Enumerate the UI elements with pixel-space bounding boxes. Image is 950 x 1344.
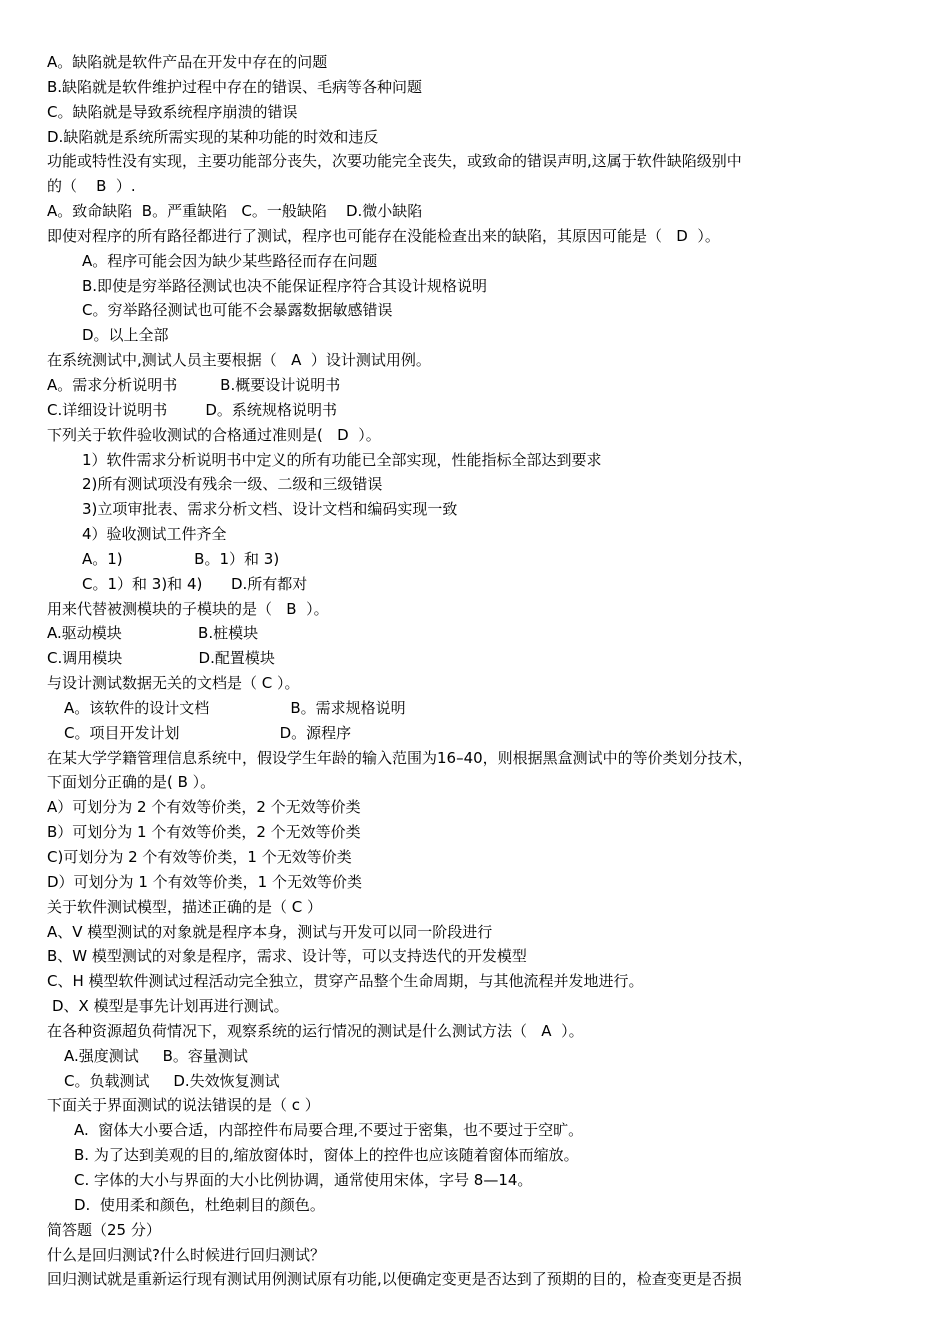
text-line: C。1）和 3)和 4) D.所有都对 xyxy=(82,574,308,593)
text-line: A。缺陷就是软件产品在开发中存在的问题 xyxy=(47,53,328,71)
text-line: C。缺陷就是导致系统程序崩溃的错误 xyxy=(47,102,298,121)
text-line: 2)所有测试项没有残余一级、二级和三级错误 xyxy=(82,475,383,494)
text-line: B.缺陷就是软件维护过程中存在的错误、毛病等各种问题 xyxy=(47,77,423,96)
text-line: A. 窗体大小要合适，内部控件布局要合理,不要过于密集，也不要过于空旷。 xyxy=(74,1121,584,1140)
text-line: C。穷举路径测试也可能不会暴露数据敏感错误 xyxy=(82,301,393,320)
text-line: A。程序可能会因为缺少某些路径而存在问题 xyxy=(82,251,378,270)
text-line: 的（ B ）. xyxy=(47,177,136,196)
text-line: 下列关于软件验收测试的合格通过准则是( D ）。 xyxy=(47,425,381,444)
text-line: A。该软件的设计文档 B。需求规格说明 xyxy=(64,698,406,717)
text-line: A。致命缺陷 B。严重缺陷 C。一般缺陷 D.微小缺陷 xyxy=(47,202,423,221)
text-line: B、W 模型测试的对象是程序，需求、设计等，可以支持迭代的开发模型 xyxy=(47,947,527,966)
text-line: 与设计测试数据无关的文档是（ C ）。 xyxy=(47,674,300,693)
text-line: C.调用模块 D.配置模块 xyxy=(47,649,275,668)
text-line: A。1) B。1）和 3) xyxy=(82,549,280,568)
text-line: C.详细设计说明书 D。系统规格说明书 xyxy=(47,400,337,419)
text-line: B.即使是穷举路径测试也决不能保证程序符合其设计规格说明 xyxy=(82,276,488,295)
document-page xyxy=(47,50,917,1292)
text-line: D、X 模型是事先计划再进行测试。 xyxy=(52,997,289,1016)
text-line: 1）软件需求分析说明书中定义的所有功能已全部实现，性能指标全部达到要求 xyxy=(82,450,602,469)
text-line: 回归测试就是重新运行现有测试用例测试原有功能,以便确定变更是否达到了预期的目的，检查变更是否损 xyxy=(47,1270,742,1289)
text-line: 功能或特性没有实现，主要功能部分丧失，次要功能完全丧失，或致命的错误声明,这属于软件缺陷级别中 xyxy=(47,152,742,171)
text-line: D）可划分为 1 个有效等价类，1 个无效等价类 xyxy=(47,872,362,891)
text-line: A、V 模型测试的对象就是程序本身，测试与开发可以同一阶段进行 xyxy=(47,922,493,941)
text-line: C。项目开发计划 D。源程序 xyxy=(64,723,352,742)
text-line: 什么是回归测试?什么时候进行回归测试？ xyxy=(47,1245,325,1264)
text-line: B. 为了达到美观的目的,缩放窗体时，窗体上的控件也应该随着窗体而缩放。 xyxy=(74,1146,579,1165)
text-line: A。需求分析说明书 B.概要设计说明书 xyxy=(47,375,341,394)
text-line: 即使对程序的所有路径都进行了测试，程序也可能存在没能检查出来的缺陷，其原因可能是（ D ）。 xyxy=(47,226,720,245)
text-line: D。以上全部 xyxy=(82,326,169,345)
text-line: 用来代替被测模块的子模块的是（ B ）。 xyxy=(47,599,329,618)
text-line: 关于软件测试模型，描述正确的是（ C ） xyxy=(47,897,323,916)
text-line: 3)立项审批表、需求分析文档、设计文档和编码实现一致 xyxy=(82,500,458,519)
text-line: A）可划分为 2 个有效等价类，2 个无效等价类 xyxy=(47,798,361,817)
text-line: A.强度测试 B。容量测试 xyxy=(64,1046,248,1065)
text-line: B）可划分为 1 个有效等价类，2 个无效等价类 xyxy=(47,823,361,842)
text-line: C、H 模型软件测试过程活动完全独立，贯穿产品整个生命周期，与其他流程并发地进行。 xyxy=(47,972,644,991)
text-line: D. 使用柔和颜色，杜绝刺目的颜色。 xyxy=(74,1195,325,1214)
text-line: 下面划分正确的是( B ）。 xyxy=(47,773,216,792)
text-line: C。负载测试 D.失效恢复测试 xyxy=(64,1071,280,1090)
text-line: A.驱动模块 B.桩模块 xyxy=(47,624,259,643)
text-line: C)可划分为 2 个有效等价类，1 个无效等价类 xyxy=(47,848,352,866)
text-line: 在某大学学籍管理信息系统中，假设学生年龄的输入范围为16–40，则根据黑盒测试中的等价类划分技术， xyxy=(47,748,753,767)
text-line: C. 字体的大小与界面的大小比例协调，通常使用宋体，字号 8—14。 xyxy=(74,1170,533,1189)
text-line: 下面关于界面测试的说法错误的是（ c ） xyxy=(47,1096,320,1115)
text-line: 在系统测试中,测试人员主要根据（ A ）设计测试用例。 xyxy=(47,351,431,370)
text-line: 简答题（25 分） xyxy=(47,1220,161,1239)
text-line: D.缺陷就是系统所需实现的某种功能的时效和违反 xyxy=(47,127,379,146)
text-line: 在各种资源超负荷情况下，观察系统的运行情况的测试是什么测试方法（ A ）。 xyxy=(47,1021,584,1040)
text-line: 4）验收测试工件齐全 xyxy=(82,525,227,544)
